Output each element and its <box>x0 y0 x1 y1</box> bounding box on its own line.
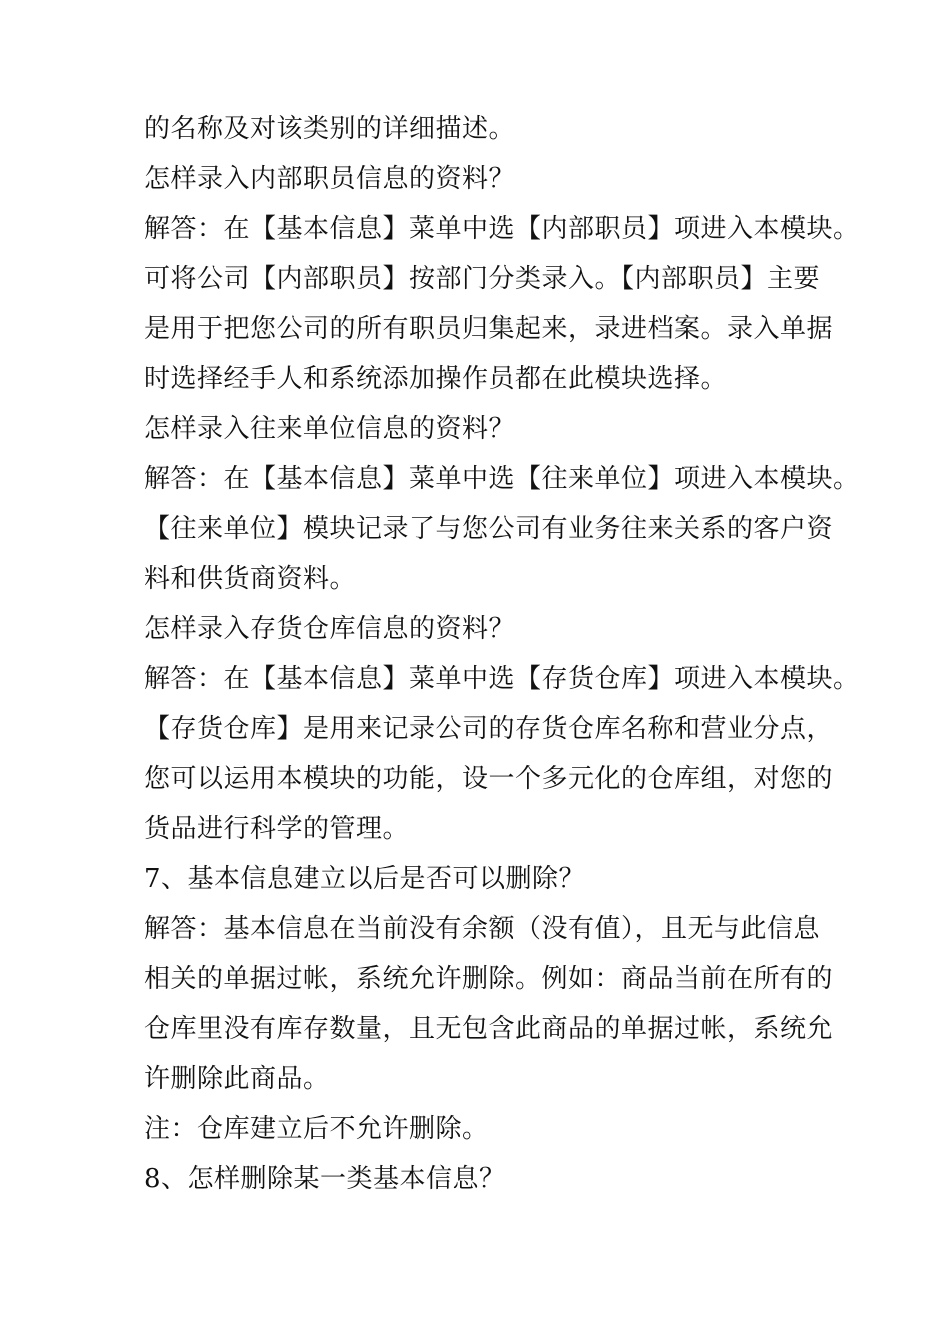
text-line: 货品进行科学的管理。 <box>144 814 410 844</box>
answer-line: 解答：在【基本信息】菜单中选【往来单位】项进入本模块。 <box>144 464 860 494</box>
text-line: 是用于把您公司的所有职员归集起来，录进档案。录入单据 <box>144 314 834 344</box>
text-line: 【往来单位】模块记录了与您公司有业务往来关系的客户资 <box>144 514 834 544</box>
question-heading: 怎样录入存货仓库信息的资料？ <box>144 614 516 644</box>
text-line: 时选择经手人和系统添加操作员都在此模块选择。 <box>144 364 728 394</box>
question-heading: 怎样录入内部职员信息的资料？ <box>144 164 516 194</box>
text-line: 许删除此商品。 <box>144 1064 330 1094</box>
text-line: 料和供货商资料。 <box>144 564 357 594</box>
text-line: 【存货仓库】是用来记录公司的存货仓库名称和营业分点， <box>144 714 834 744</box>
text-line: 的名称及对该类别的详细描述。 <box>144 114 516 144</box>
note-line: 注：仓库建立后不允许删除。 <box>144 1114 489 1144</box>
answer-line: 解答：在【基本信息】菜单中选【内部职员】项进入本模块。 <box>144 214 860 244</box>
text-line: 仓库里没有库存数量，且无包含此商品的单据过帐，系统允 <box>144 1014 834 1044</box>
question-heading: 8、怎样删除某一类基本信息？ <box>144 1164 506 1194</box>
answer-line: 解答：在【基本信息】菜单中选【存货仓库】项进入本模块。 <box>144 664 860 694</box>
document-body <box>144 104 860 1204</box>
question-heading: 怎样录入往来单位信息的资料？ <box>144 414 516 444</box>
text-line: 可将公司【内部职员】按部门分类录入。【内部职员】主要 <box>144 264 821 294</box>
answer-line: 解答：基本信息在当前没有余额（没有值），且无与此信息 <box>144 914 821 944</box>
text-line: 您可以运用本模块的功能，设一个多元化的仓库组，对您的 <box>144 764 834 794</box>
question-heading: 7、基本信息建立以后是否可以删除？ <box>144 864 586 894</box>
text-line: 相关的单据过帐，系统允许删除。例如：商品当前在所有的 <box>144 964 834 994</box>
